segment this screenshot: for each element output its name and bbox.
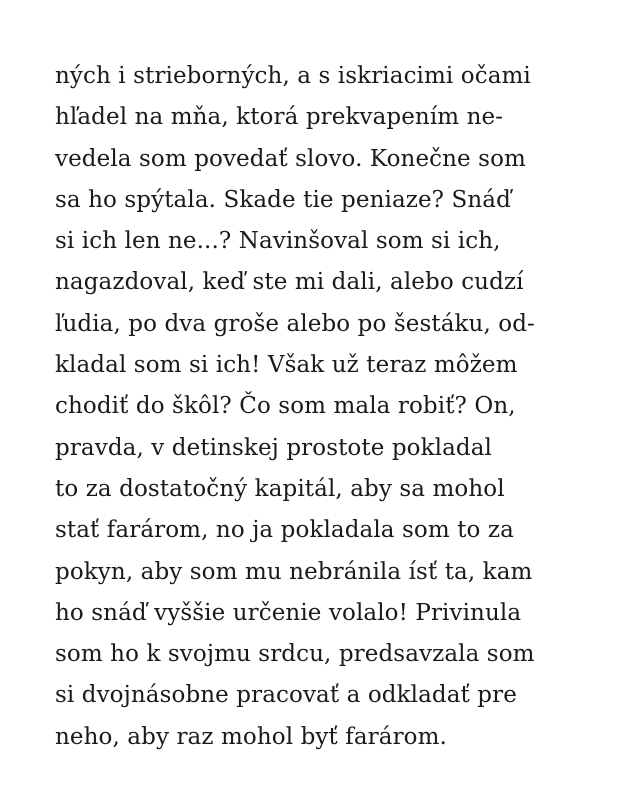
text-line: pravda, v detinskej prostote pokladal [55,434,493,461]
text-line: ho snáď vyššie určenie volalo! Privinula [55,599,522,626]
text-line: nagazdoval, keď ste mi dali, alebo cudzí [55,269,524,296]
book-text [55,56,615,758]
text-line: vedela som povedať slovo. Konečne som [55,145,526,172]
text-line: neho, aby raz mohol byť farárom. [55,723,447,750]
text-line: hľadel na mňa, ktorá prekvapením ne- [55,104,504,131]
text-line: to za dostatočný kapitál, aby sa mohol [55,475,505,502]
text-line: ných i strieborných, a s iskriacimi očami [55,63,531,89]
text-line: pokyn, aby som mu nebránila ísť ta, kam [55,558,533,585]
text-line: stať farárom, no ja pokladala som to za [55,517,514,544]
text-line: sa ho spýtala. Skade tie peniaze? Snáď [55,186,511,213]
text-line: kladal som si ich! Však už teraz môžem [55,352,518,379]
text-line: si dvojnásobne pracovať a odkladať pre [55,682,517,709]
text-line: si ich len ne...? Navinšoval som si ich, [55,228,501,255]
text-line: ľudia, po dva groše alebo po šestáku, od- [55,310,535,337]
text-line: som ho k svojmu srdcu, predsavzala som [55,641,535,668]
text-line: chodiť do škôl? Čo som mala robiť? On, [55,393,516,420]
